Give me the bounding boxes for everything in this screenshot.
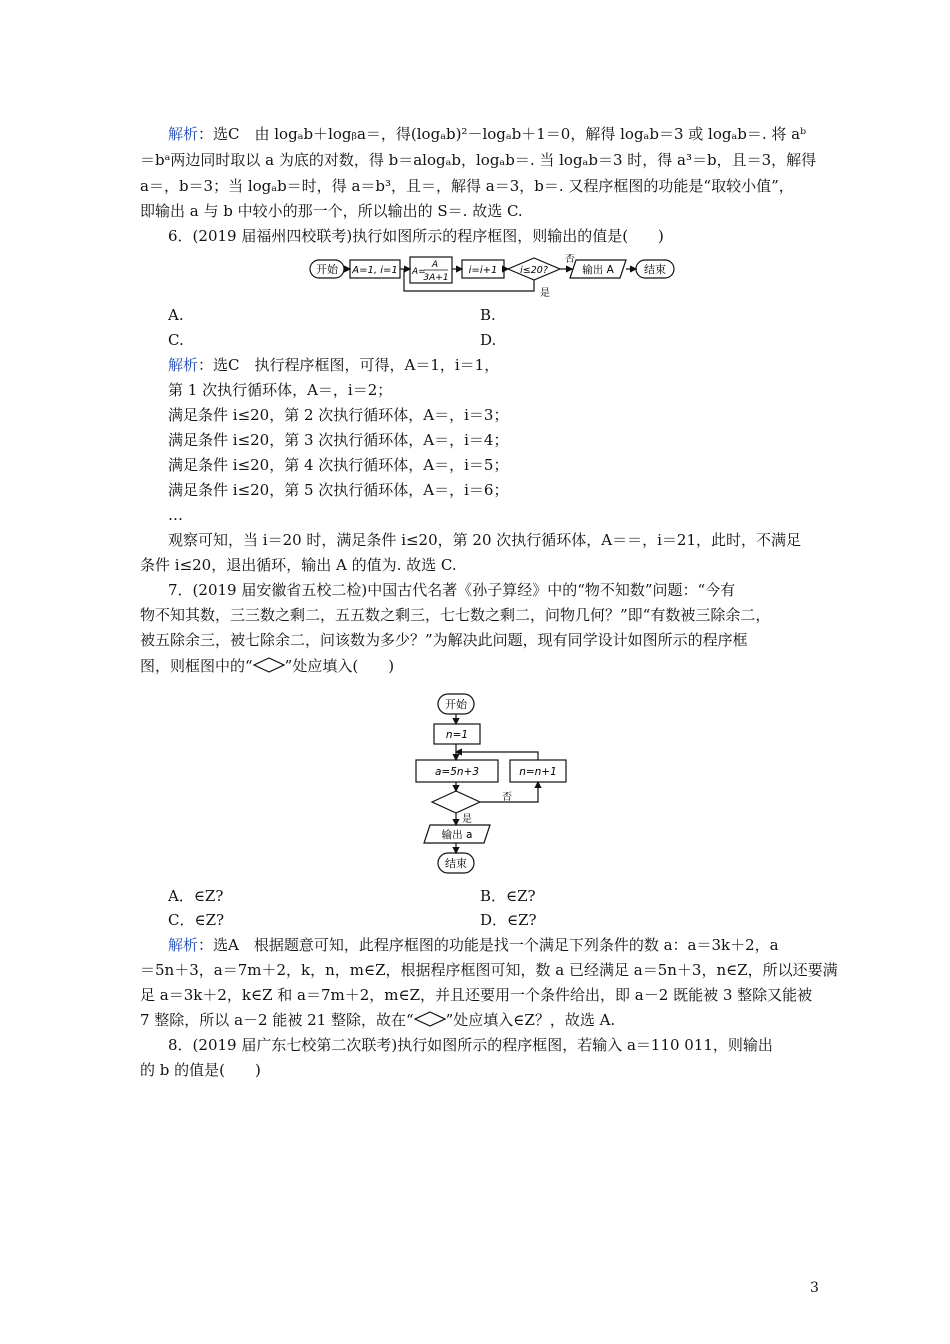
fc2-yes-label: 是 (462, 814, 472, 825)
solution-label: 解析 (168, 125, 199, 143)
solution-label: 解析 (168, 356, 199, 374)
p6-solution-line-5: 满足条件 i≤20，第 5 次执行循环体，A＝，i＝6； (168, 481, 509, 499)
p6-stem: 6．(2019 届福州四校联考)执行如图所示的程序框图，则输出的值是( ) (168, 227, 664, 245)
p7-solution-line-1: 解析：选A 根据题意可知，此程序框图的功能是找一个满足下列条件的数 a：a＝3k＋2，a (168, 936, 779, 954)
fc2-assign-text: a=5n+3 (434, 766, 480, 778)
p7-option-b: B．∈Z? (480, 887, 536, 905)
fc1-assign-den: 3A+1 (423, 273, 449, 283)
p6-solution-line-1: 第 1 次执行循环体，A＝，i＝2； (168, 381, 393, 399)
fc1-yes-label: 是 (540, 288, 550, 299)
fc2-no-label: 否 (502, 792, 512, 803)
p8-stem-line-1: 8．(2019 届广东七校第二次联考)执行如图所示的程序框图，若输入 a＝110 011，则输出 (168, 1036, 773, 1054)
p7-stem-line-2: 物不知其数，三三数之剩二，五五数之剩三，七七数之剩二，问物几何？”即“有数被三除余二， (140, 606, 771, 624)
fc2-start-text: 开始 (445, 698, 467, 711)
fc1-incr-text: i=i+1 (468, 265, 498, 276)
p6-solution-line-7: 观察可知，当 i＝20 时，满足条件 i≤20，第 20 次执行循环体，A＝＝，i＝21，此时，不满足 (168, 531, 801, 549)
p6-option-d: D. (480, 331, 497, 349)
p7-stem-line-4: 图，则框图中的“ ”处应填入( ) (140, 657, 395, 675)
fc2-incr-text: n=n+1 (519, 766, 557, 778)
p6-solution-line-3: 满足条件 i≤20，第 3 次执行循环体，A＝，i＝4； (168, 431, 509, 449)
fc2-end-text: 结束 (445, 857, 467, 870)
p7-flowchart (410, 690, 570, 880)
fc2-loop-back (456, 752, 538, 760)
p7-solution-line-3: 足 a＝3k＋2，k∈Z 和 a＝7m＋2，m∈Z，并且还要用一个条件给出，即 a－2 既能被 3 整除又能被 (140, 986, 813, 1004)
p6-solution-line-6: … (168, 506, 183, 524)
p6-option-a: A. (168, 306, 184, 324)
p8-stem-line-2: 的 b 的值是( ) (140, 1061, 261, 1079)
fc1-output-text: 输出 A (582, 264, 614, 276)
p5-solution-line-3: a＝，b＝3；当 logₐb＝时，得 a＝b³，且＝，解得 a＝3，b＝. 又程序框图的功能是“取较小值”， (140, 177, 794, 195)
fc1-no-label: 否 (565, 254, 575, 265)
p5-solution-line-1: 解析：选C 由 logₐb＋logᵦa＝，得(logₐb)²－logₐb＋1＝0，解得 logₐb＝3 或 logₐb＝. 将 aᵇ (168, 125, 807, 143)
p7-option-c: C．∈Z? (168, 911, 225, 929)
fc1-cond-text: i≤20? (520, 265, 548, 276)
fc2-init-text: n=1 (445, 729, 469, 741)
p6-solution-line-2: 满足条件 i≤20，第 2 次执行循环体，A＝，i＝3； (168, 406, 509, 424)
p5-solution-line-2: ＝bᵃ两边同时取以 a 为底的对数，得 b＝alogₐb，logₐb＝. 当 logₐb＝3 时，得 a³＝b，且＝3，解得 (140, 151, 817, 169)
fc1-assign-num: A (431, 260, 439, 270)
p7-stem-line-1: 7．(2019 届安徽省五校二检)中国古代名著《孙子算经》中的“物不知数”问题：“今有 (168, 581, 736, 599)
fc1-assign-lhs: A= (412, 267, 426, 277)
diamond-placeholder-icon (253, 657, 285, 673)
p6-solution-line-8: 条件 i≤20，退出循环，输出 A 的值为. 故选 C. (140, 556, 457, 574)
p7-solution-line-4: 7 整除，所以 a－2 能被 21 整除，故在“ ”处应填入∈Z？，故选 A. (140, 1011, 616, 1029)
p7-solution-line-2: ＝5n＋3，a＝7m＋2，k，n，m∈Z，根据程序框图可知，数 a 已经满足 a＝5n＋3，n∈Z，所以还要满 (140, 961, 838, 979)
p7-stem-line-3: 被五除余三，被七除余二，问该数为多少？”为解决此问题，现有同学设计如图所示的程序框 (140, 631, 748, 649)
fc2-decision (432, 791, 480, 813)
fc2-output-text: 输出 a (441, 829, 473, 841)
p7-option-a: A．∈Z? (168, 887, 224, 905)
p6-solution-line-4: 满足条件 i≤20，第 4 次执行循环体，A＝，i＝5； (168, 456, 509, 474)
fc1-end-text: 结束 (644, 263, 666, 276)
fc1-start-text: 开始 (316, 263, 338, 276)
p7-option-d: D．∈Z? (480, 911, 537, 929)
diamond-placeholder-icon (414, 1011, 446, 1027)
solution-label: 解析 (168, 936, 199, 954)
p6-option-c: C. (168, 331, 184, 349)
p6-flowchart (308, 254, 688, 300)
p5-solution-line-4: 即输出 a 与 b 中较小的那一个，所以输出的 S＝. 故选 C. (140, 202, 523, 220)
fc1-init-text: A=1, i=1 (352, 265, 398, 276)
page-number: 3 (810, 1280, 819, 1296)
p6-option-b: B. (480, 306, 496, 324)
p6-solution-line-0: 解析：选C 执行程序框图，可得，A＝1，i＝1， (168, 356, 500, 374)
